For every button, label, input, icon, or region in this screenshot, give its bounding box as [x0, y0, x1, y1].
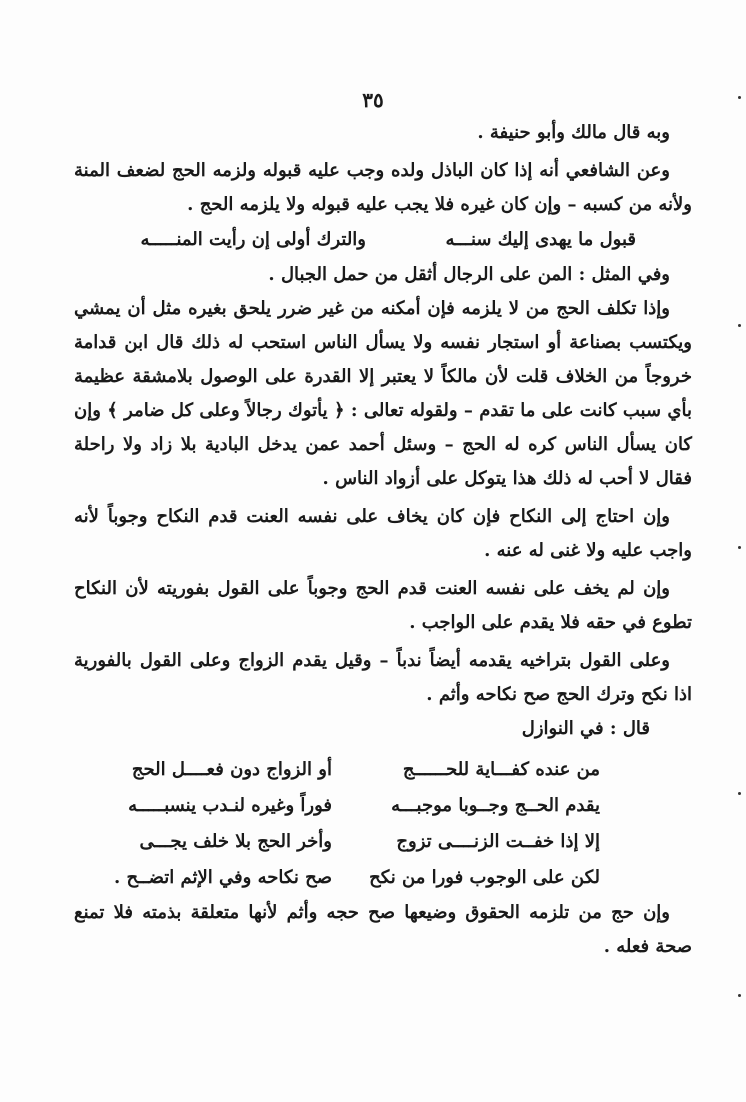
paragraph-6: وإن لم يخف على نفسه العنت قدم الحج وجوباً على القول بفوريته لأن النكاح تطوع في حقه فلا يقدم على الواجب . — [74, 578, 692, 633]
nawazil-poem — [74, 752, 692, 896]
poem-second-hemistich: فوراً وغيره لنـدب ينسبـــــه — [128, 795, 332, 816]
poem-row — [74, 824, 692, 860]
margin-dot — [738, 546, 741, 549]
nawazil-label: قال : في النوازل — [521, 718, 650, 739]
margin-dot — [738, 994, 741, 997]
poem-second-hemistich: أو الزواج دون فعــــل الحج — [131, 759, 332, 780]
paragraph-4: وإذا تكلف الحج من لا يلزمه فإن أمكنه من غير ضرر يلحق بغيره مثل أن يمشي ويكتسب بصناعة أو استجار نفسه ولا يسأل الناس استحب له ذلك قال ابن قدامة خروجاً من الخلاف قلت لأن مالكاً لا يعتبر إلا القدرة على الوصول بلامشقة عظيمة بأي سبب كانت على ما تقدم – ولقوله تعالى : ﴿ يأتوك رجالاً وعلى كل ضامر ﴾ وإن كان يسأل الناس كره له الحج – وسئل أحمد عمن يدخل البادية بلا زاد ولا راحلة فقال لا أحب له ذلك هذا يتوكل على أزواد الناس . — [74, 298, 693, 489]
margin-dot — [738, 324, 741, 327]
page-number: ٣٥ — [362, 88, 384, 112]
paragraph-3: وفي المثل : المن على الرجال أثقل من حمل الجبال . — [268, 264, 670, 285]
verse-couplet — [74, 222, 692, 258]
paragraph-2: وعن الشافعي أنه إذا كان الباذل ولده وجب عليه قبوله ولزمه الحج لضعف المنة ولأنه من كسبه – وإن كان غيره فلا يجب عليه قبوله ولا يلزمه الحج . — [74, 160, 692, 215]
poem-row — [74, 860, 692, 896]
margin-dot — [738, 792, 741, 795]
poem-row — [74, 788, 692, 824]
verse-second-hemistich: والترك أولى إن رأيت المنـــــه — [140, 229, 366, 250]
paragraph-7: وعلى القول بتراخيه يقدمه أيضاً ندباً – وقيل يقدم الزواج وعلى القول بالفورية اذا نكح وترك الحج صح نكاحه وأثم . — [74, 650, 692, 705]
poem-first-hemistich: يقدم الحــج وجــوبا موجبـــه — [391, 795, 600, 816]
paragraph-5: وإن احتاج إلى النكاح فإن كان يخاف على نفسه العنت قدم النكاح وجوباً لأنه واجب عليه ولا غنى له عنه . — [74, 506, 692, 561]
poem-first-hemistich: من عنده كفـــاية للحــــــج — [402, 759, 600, 780]
verse-first-hemistich: قبول ما يهدى إليك سنـــه — [445, 229, 636, 250]
poem-first-hemistich: لكن على الوجوب فورا من نكح — [369, 867, 600, 888]
verse-row — [74, 222, 692, 258]
poem-second-hemistich: وأخر الحج بلا خلف يجـــى — [139, 831, 332, 852]
poem-row — [74, 752, 692, 788]
poem-second-hemistich: صح نكاحه وفي الإثم اتضــح . — [113, 867, 332, 888]
final-paragraph: وإن حج من تلزمه الحقوق وضيعها صح حجه وأثم لأنها متعلقة بذمته فلا تمنع صحة فعله . — [74, 902, 692, 957]
margin-dot — [738, 96, 741, 99]
paragraph-1: وبه قال مالك وأبو حنيفة . — [477, 122, 670, 143]
poem-first-hemistich: إلا إذا خفــت الزنــــى تزوج — [396, 831, 600, 852]
page-body — [74, 116, 692, 964]
